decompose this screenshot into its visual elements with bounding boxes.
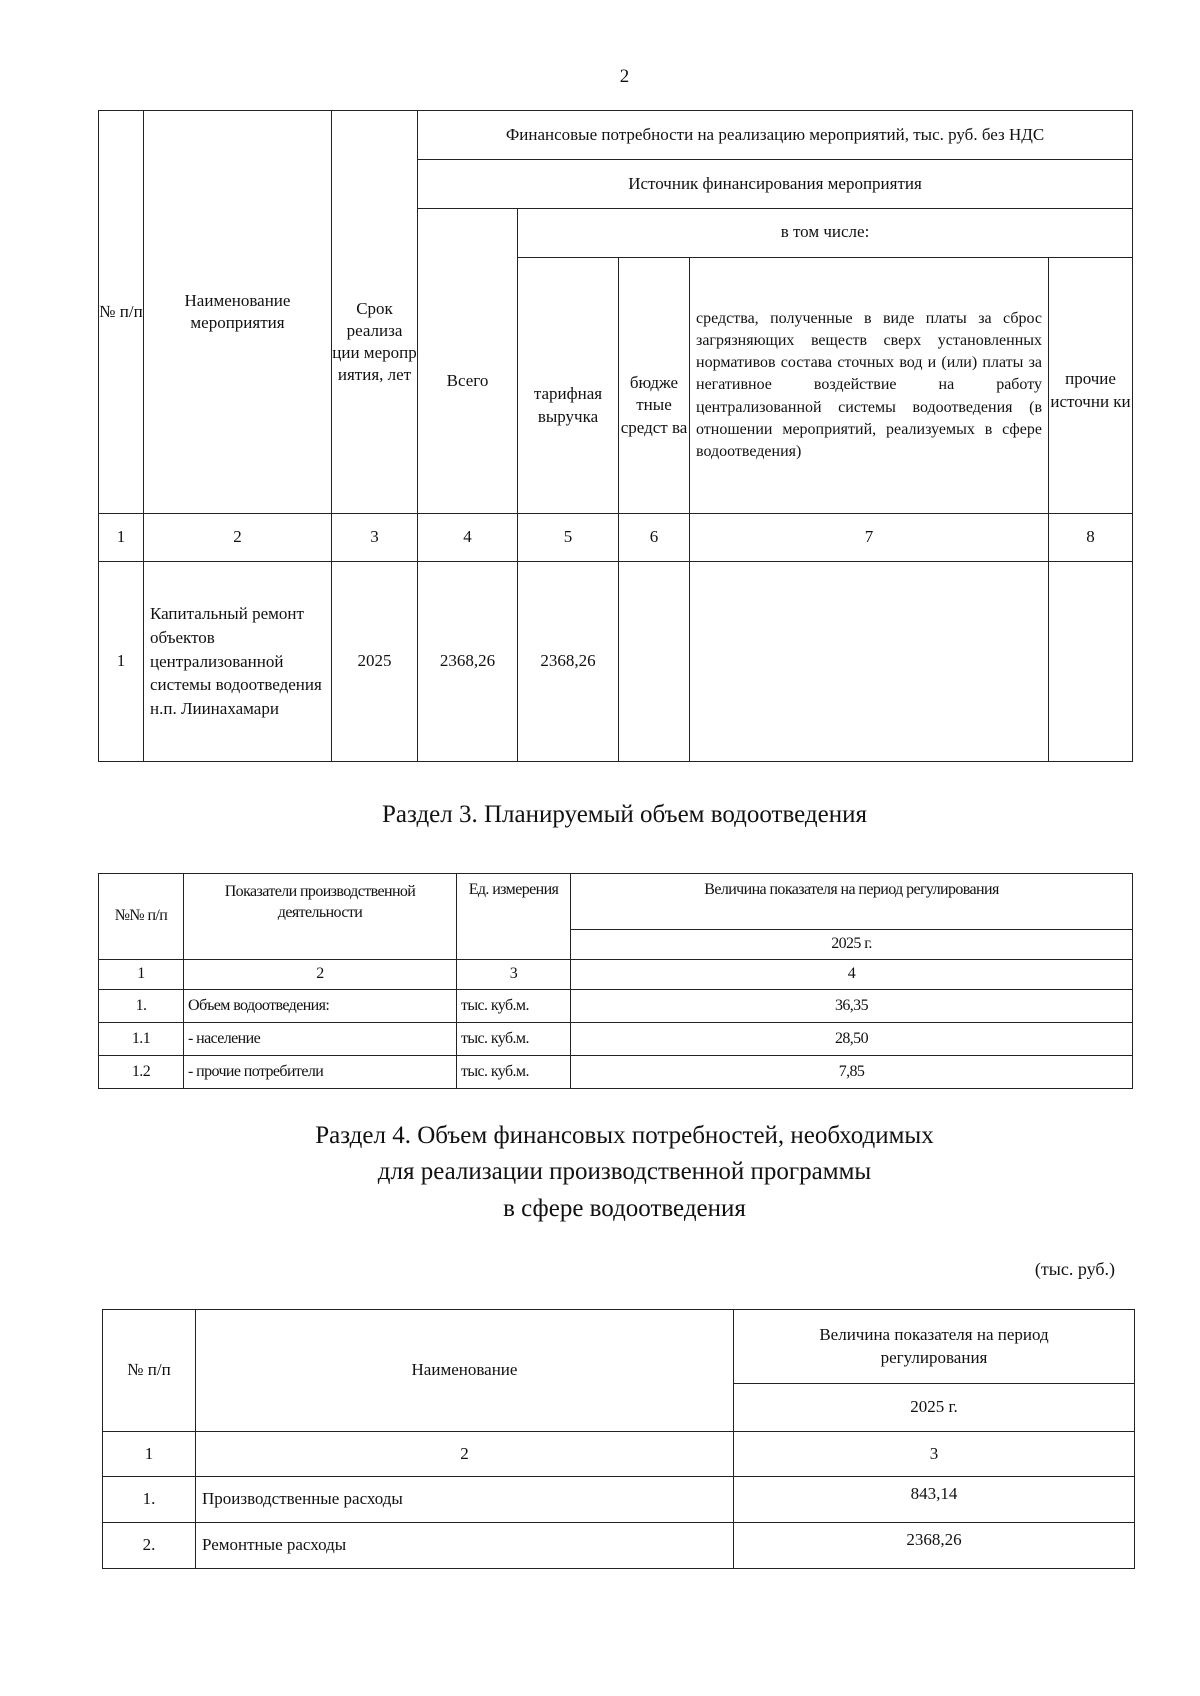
header-year: 2025 г. — [571, 930, 1133, 960]
row-term: 2025 — [332, 562, 418, 762]
column-number: 4 — [418, 514, 518, 562]
header-value: Величина показателя на период регулирования — [571, 874, 1133, 930]
header-name: Наименование мероприятия — [144, 111, 332, 514]
row-other — [1049, 562, 1133, 762]
column-number: 5 — [518, 514, 619, 562]
header-num: № п/п — [103, 1310, 196, 1432]
column-number: 1 — [103, 1432, 196, 1477]
header-num: № п/п — [99, 111, 144, 514]
header-tariff-revenue: тарифная выручка — [518, 258, 619, 514]
row-num: 1. — [103, 1477, 196, 1523]
header-term: Срок реализа ции меропр иятия, лет — [332, 111, 418, 514]
header-total: Всего — [418, 209, 518, 514]
row-num: 1 — [99, 562, 144, 762]
header-name: Наименование — [196, 1310, 734, 1432]
column-number: 1 — [99, 514, 144, 562]
row-num: 1.1 — [99, 1023, 184, 1056]
row-name: - население — [184, 1023, 457, 1056]
header-num: №№ п/п — [99, 874, 184, 960]
header-fees-main: средства, полученные в виде платы за сброс загрязняющих веществ сверх установленных нормативов состава сточных вод и (или) платы за негативное воздействие на работу централизованной системы водоотведения (в отношении мероприятий, реализуемых в сфере — [696, 310, 1042, 438]
row-num: 1.2 — [99, 1056, 184, 1089]
table-row — [99, 562, 1133, 762]
column-number: 2 — [144, 514, 332, 562]
row-name: Капитальный ремонт объектов централизованной системы водоотведения н.п. Лиинахамари — [144, 562, 332, 762]
row-value: 36,35 — [571, 990, 1133, 1023]
drainage-volume-table — [98, 873, 1133, 1089]
row-num: 1. — [99, 990, 184, 1023]
header-fees — [690, 258, 1049, 514]
section4-title-line: для реализации производственной программы — [377, 1158, 872, 1186]
row-value: 843,14 — [734, 1477, 1135, 1523]
row-name: Производственные расходы — [196, 1477, 734, 1523]
section4-title — [0, 1118, 1200, 1227]
column-number: 3 — [457, 960, 571, 990]
row-value: 2368,26 — [734, 1523, 1135, 1569]
header-other-sources: прочие источни ки — [1049, 258, 1133, 514]
financial-needs-table — [102, 1309, 1135, 1569]
row-value: 7,85 — [571, 1056, 1133, 1089]
column-number: 6 — [619, 514, 690, 562]
table-row — [103, 1477, 1135, 1523]
header-year: 2025 г. — [734, 1384, 1135, 1432]
header-financial-needs: Финансовые потребности на реализацию мероприятий, тыс. руб. без НДС — [418, 111, 1133, 160]
header-budget-funds: бюдже тные средст ва — [619, 258, 690, 514]
column-number: 8 — [1049, 514, 1133, 562]
header-fees-last: водоотведения) — [696, 442, 802, 460]
header-value: Величина показателя на период регулирования — [734, 1310, 1135, 1384]
row-name: - прочие потребители — [184, 1056, 457, 1089]
row-num: 2. — [103, 1523, 196, 1569]
row-budget — [619, 562, 690, 762]
column-number: 3 — [332, 514, 418, 562]
column-number: 2 — [184, 960, 457, 990]
row-name: Объем водоотведения: — [184, 990, 457, 1023]
table-row — [99, 990, 1133, 1023]
row-unit: тыс. куб.м. — [457, 1056, 571, 1089]
row-unit: тыс. куб.м. — [457, 1023, 571, 1056]
row-fees — [690, 562, 1049, 762]
activities-finance-table — [98, 110, 1133, 762]
table-row — [103, 1523, 1135, 1569]
row-name: Ремонтные расходы — [196, 1523, 734, 1569]
unit-note: (тыс. руб.) — [1034, 1259, 1115, 1279]
column-number: 4 — [571, 960, 1133, 990]
section4-title-line: Раздел 4. Объем финансовых потребностей, необходимых — [315, 1122, 934, 1149]
column-number: 1 — [99, 960, 184, 990]
row-total: 2368,26 — [418, 562, 518, 762]
header-including: в том числе: — [518, 209, 1133, 258]
table-row — [99, 1023, 1133, 1056]
table-row — [99, 1056, 1133, 1089]
header-indicator: Показатели производственной деятельности — [184, 874, 457, 960]
header-funding-source: Источник финансирования мероприятия — [418, 160, 1133, 209]
row-value: 28,50 — [571, 1023, 1133, 1056]
column-number: 2 — [196, 1432, 734, 1477]
row-tariff: 2368,26 — [518, 562, 619, 762]
section4-title-line: в сфере водоотведения — [503, 1194, 746, 1222]
column-number: 3 — [734, 1432, 1135, 1477]
row-unit: тыс. куб.м. — [457, 990, 571, 1023]
column-number: 7 — [690, 514, 1049, 562]
page-number: 2 — [619, 66, 630, 87]
section3-title: Раздел 3. Планируемый объем водоотведения — [382, 801, 867, 828]
header-unit: Ед. измерения — [457, 874, 571, 960]
